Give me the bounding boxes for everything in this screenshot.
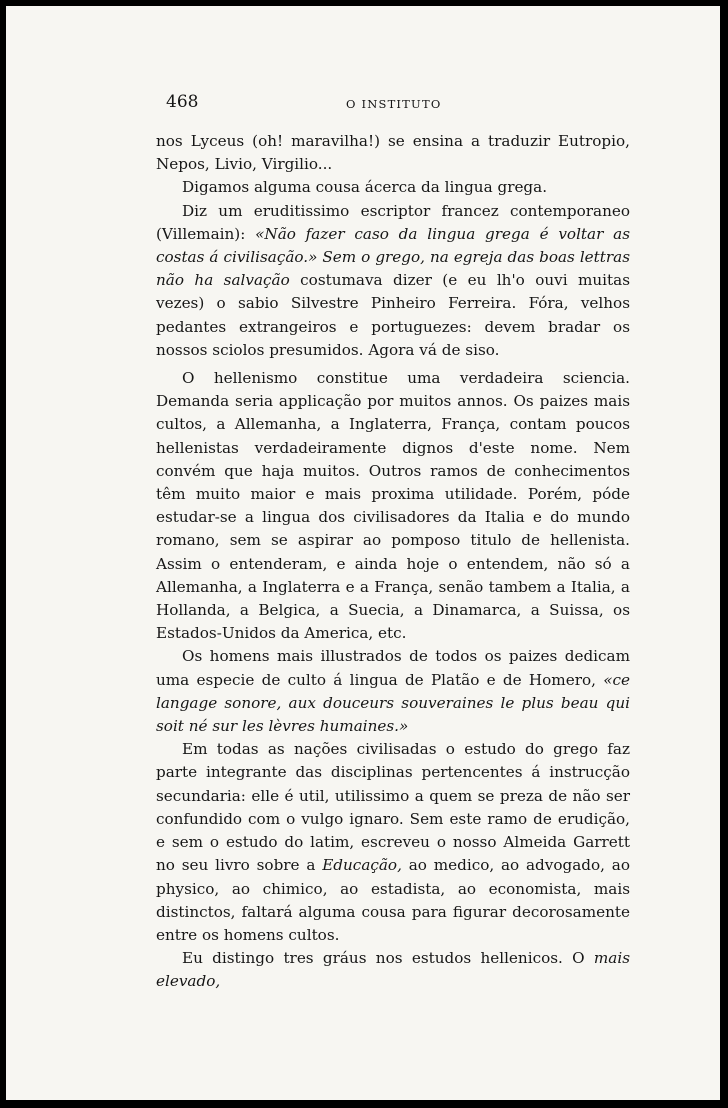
body-text bbox=[156, 130, 630, 994]
paragraph-2: Digamos alguma cousa ácerca da lingua grega. bbox=[182, 178, 548, 197]
paragraph-4: O hellenismo constitue uma verdadeira sciencia. Demanda seria applicação por muitos annos. Os paizes mais cultos, a Allemanha, a Inglaterra, França, contam poucos hellenistas verdadeiramente dignos d'este nome. Nem convém que haja muitos. Outros ramos de conhecimentos têm muito maior e mais proxima utilidade. Porém, póde estudar-se a lingua dos civilisadores da Italia e do mundo romano, sem se aspirar ao pomposo titulo de hellenista. Assim o entenderam, e ainda hoje o entendem, não só a Allemanha, a Inglaterra e a França, senão tambem a Italia, a Hollanda, a Belgica, a Suecia, a Dinamarca, a Suissa, os Estados-Unidos da America, etc. bbox=[156, 369, 630, 643]
paragraph-6 bbox=[156, 738, 630, 947]
paragraph-7-text: Eu distingo tres gráus nos estudos hellenicos. O bbox=[182, 949, 594, 968]
page-number: 468 bbox=[166, 92, 199, 112]
paragraph-6-rest: ao medico, ao advogado, ao physico, ao chimico, ao estadista, ao economista, mais distinctos, faltará alguma cousa para figurar decorosamente entre os homens cultos. bbox=[156, 856, 630, 944]
paragraph-7-emphasis: mais elevado, bbox=[156, 949, 630, 991]
page bbox=[6, 6, 720, 1100]
french-quote: «ce langage sonore, aux douceurs souveraines le plus beau qui soit né sur les lèvres humaines.» bbox=[156, 670, 630, 736]
paragraph-3 bbox=[156, 200, 630, 362]
paragraph-5 bbox=[156, 645, 630, 738]
paragraph-5-text: Os homens mais illustrados de todos os paizes dedicam uma especie de culto á lingua de Platão e de Homero, bbox=[156, 647, 630, 689]
page-header bbox=[6, 92, 720, 116]
book-title: Educação, bbox=[322, 856, 402, 875]
paragraph-6-text: Em todas as nações civilisadas o estudo do grego faz parte integrante das disciplinas pertencentes á instrucção secundaria: elle é util, utilissimo a quem se preza de não ser confundido com o vulgo ignaro. Sem este ramo de erudição, e sem o estudo do latim, escreveu o nosso Almeida Garrett no seu livro sobre a bbox=[156, 740, 630, 875]
villemain-quote: «Não fazer caso da lingua grega é voltar as costas á civilisação.» Sem o grego, na egreja das boas lettras não ha salvação bbox=[156, 224, 630, 290]
paragraph-3-text: Diz um eruditissimo escriptor francez contemporaneo (Villemain): bbox=[156, 201, 630, 243]
paragraph-7 bbox=[156, 947, 630, 993]
paragraph-3-rest: costumava dizer (e eu lh'o ouvi muitas vezes) o sabio Silvestre Pinheiro Ferreira. Fóra, velhos pedantes extrangeiros e portuguezes: devem bradar os nossos sciolos presumidos. Agora vá de siso. bbox=[156, 271, 630, 359]
running-head: O INSTITUTO bbox=[346, 97, 442, 111]
paragraph-1: nos Lyceus (oh! maravilha!) se ensina a traduzir Eutropio, Nepos, Livio, Virgilio... bbox=[156, 132, 630, 174]
